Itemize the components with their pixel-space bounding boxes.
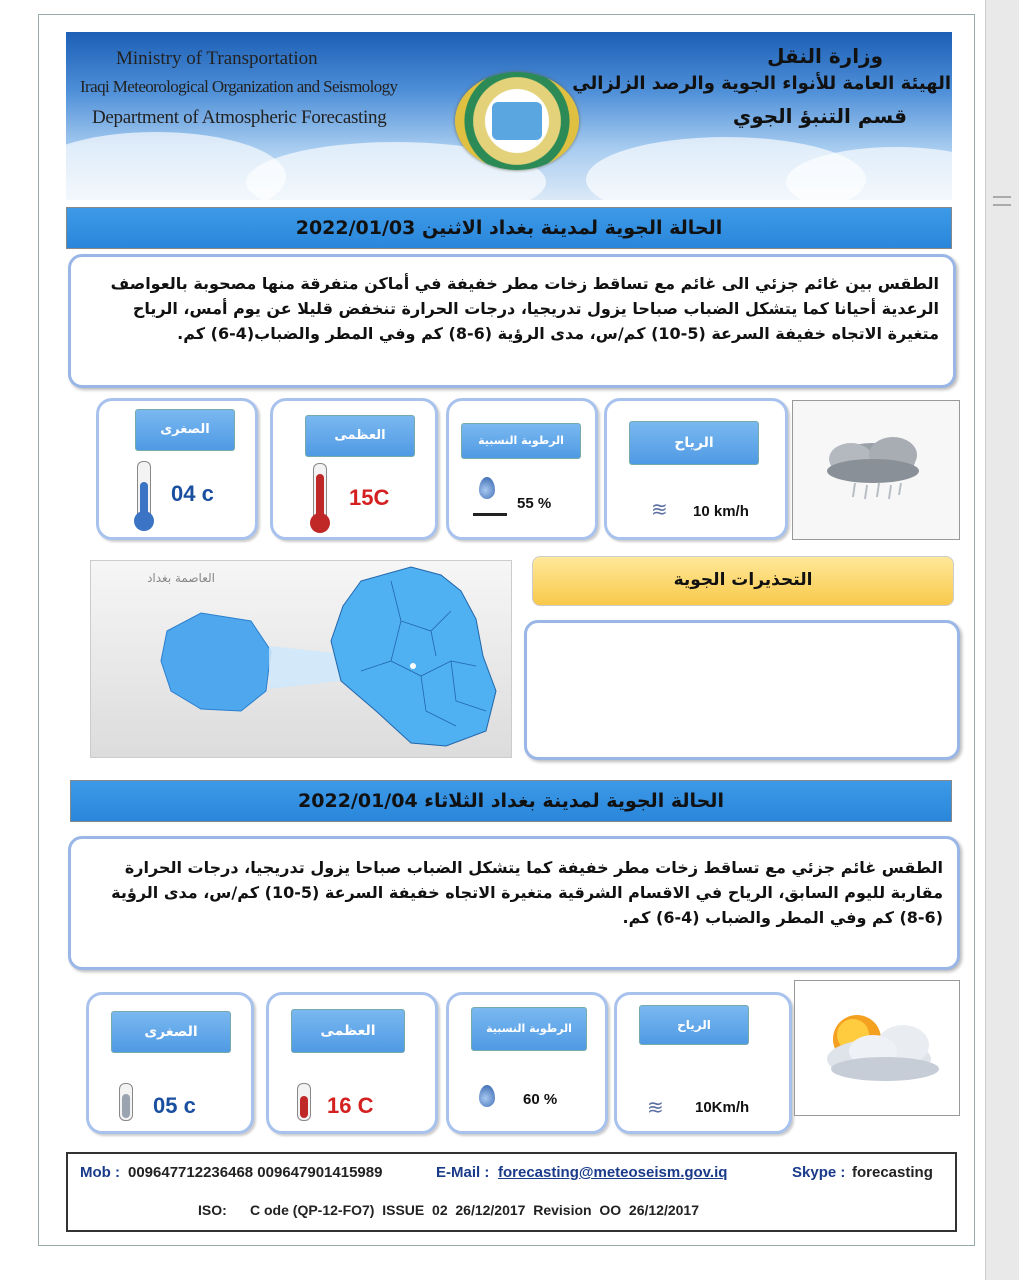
footer-mob-label: Mob : [80,1164,120,1181]
thermometer-icon [119,1083,133,1121]
day1-wind-value: 10 km/h [693,503,749,520]
footer-skype: forecasting [852,1164,933,1181]
day2-wind-card [614,992,792,1134]
wind-icon: ≋ [651,497,668,521]
day1-description: الطقس بين غائم جزئي الى غائم مع تساقط زخات مطر خفيفة في أماكن متفرقة منها مصحوبة بالعواصف الرعدية أحيانا كما يتشكل الضباب صباحا يزول تدريجيا، درجات الحرارة تنخفض قليلا عن يوم أمس، الرياح متغيرة الاتجاه خفيفة السرعة (5-10) كم/س، مدى الرؤية (6-8) كم وفي المطر والضباب(4-6) كم. [110,274,939,343]
scrollbar-grip[interactable] [993,204,1011,206]
scrollbar-grip[interactable] [993,196,1011,198]
humidity-drop-icon [479,1085,495,1107]
footer-email-label: E-Mail : [436,1164,490,1181]
warnings-title: التحذيرات الجوية [532,556,954,606]
thermometer-icon [297,1083,311,1121]
day2-description-box [68,836,960,970]
day2-wind-label: الرياح [639,1005,749,1045]
day2-max-value: 16 C [327,1093,374,1118]
thermometer-icon [313,463,327,527]
day1-max-value: 15C [349,485,390,510]
day2-max-label: العظمى [291,1009,405,1053]
iraq-map-icon [91,561,511,757]
day2-wind-value: 10Km/h [695,1099,750,1116]
organization-name-ar: الهيئة العامة للأنواء الجوية والرصد الزلزالي [572,73,951,94]
organization-name-en: Iraqi Meteorological Organization and Seismology [80,77,398,96]
scrollbar[interactable] [985,0,1019,1280]
day2-min-value: 05 c [153,1093,196,1118]
day2-weather-image [794,980,960,1116]
warnings-box [524,620,960,760]
day2-max-card [266,992,438,1134]
day2-humidity-label: الرطوبة النسبية [471,1007,587,1051]
wind-icon: ≋ [647,1095,664,1119]
map-caption: العاصمة بغداد [147,571,215,585]
day2-description: الطقس غائم جزئي مع تساقط زخات مطر خفيفة كما يتشكل الضباب صباحا يزول تدريجيا، درجات الحرارة مقاربة لليوم السابق، الرياح في الاقسام الشرقية متغيرة الاتجاه خفيفة السرعة (5-10) كم/س، مدى الرؤية (6-8) كم وفي المطر والضباب (4-6) كم. [111,858,943,927]
ministry-name-en: Ministry of Transportation [116,48,318,69]
day1-max-card [270,398,438,540]
day2-title: الحالة الجوية لمدينة بغداد الثلاثاء 2022/01/04 [70,780,952,822]
day2-humidity-value: 60 % [523,1091,558,1108]
ministry-name-ar: وزارة النقل [767,44,883,68]
footer-mob-numbers: 009647712236468 009647901415989 [128,1164,383,1181]
day1-max-label: العظمى [305,415,415,457]
day1-wind-card [604,398,788,540]
day1-title: الحالة الجوية لمدينة بغداد الاثنين 2022/01/03 [66,207,952,249]
sun-cloud-icon [795,981,959,1115]
day1-min-value: 04 c [171,481,214,506]
department-name-en: Department of Atmospheric Forecasting [92,107,387,128]
footer-iso-text: C ode (QP-12-FO7) ISSUE 02 26/12/2017 Revision OO 26/12/2017 [250,1202,699,1218]
organization-logo [455,72,579,170]
iraq-map-panel [90,560,512,758]
day1-description-box [68,254,956,388]
department-name-ar: قسم التنبؤ الجوي [732,104,907,128]
logo-cloud-icon [492,102,542,140]
day1-weather-image [792,400,960,540]
day2-min-card [86,992,254,1134]
footer-skype-label: Skype : [792,1164,846,1181]
day1-humidity-card [446,398,598,540]
day2-humidity-card [446,992,608,1134]
footer-email-link[interactable]: forecasting@meteoseism.gov.iq [498,1164,728,1181]
footer-iso-label: ISO: [198,1202,227,1218]
day1-min-label: الصغرى [135,409,235,451]
day1-humidity-label: الرطوبة النسبية [461,423,581,459]
day1-wind-label: الرياح [629,421,759,465]
day1-humidity-value: 55 % [517,495,552,512]
cloud-rain-icon [793,401,959,539]
thermometer-icon [137,461,151,525]
day2-min-label: الصغرى [111,1011,231,1053]
humidity-drop-icon [479,477,495,499]
day1-min-card [96,398,258,540]
humidity-underline [473,513,507,516]
